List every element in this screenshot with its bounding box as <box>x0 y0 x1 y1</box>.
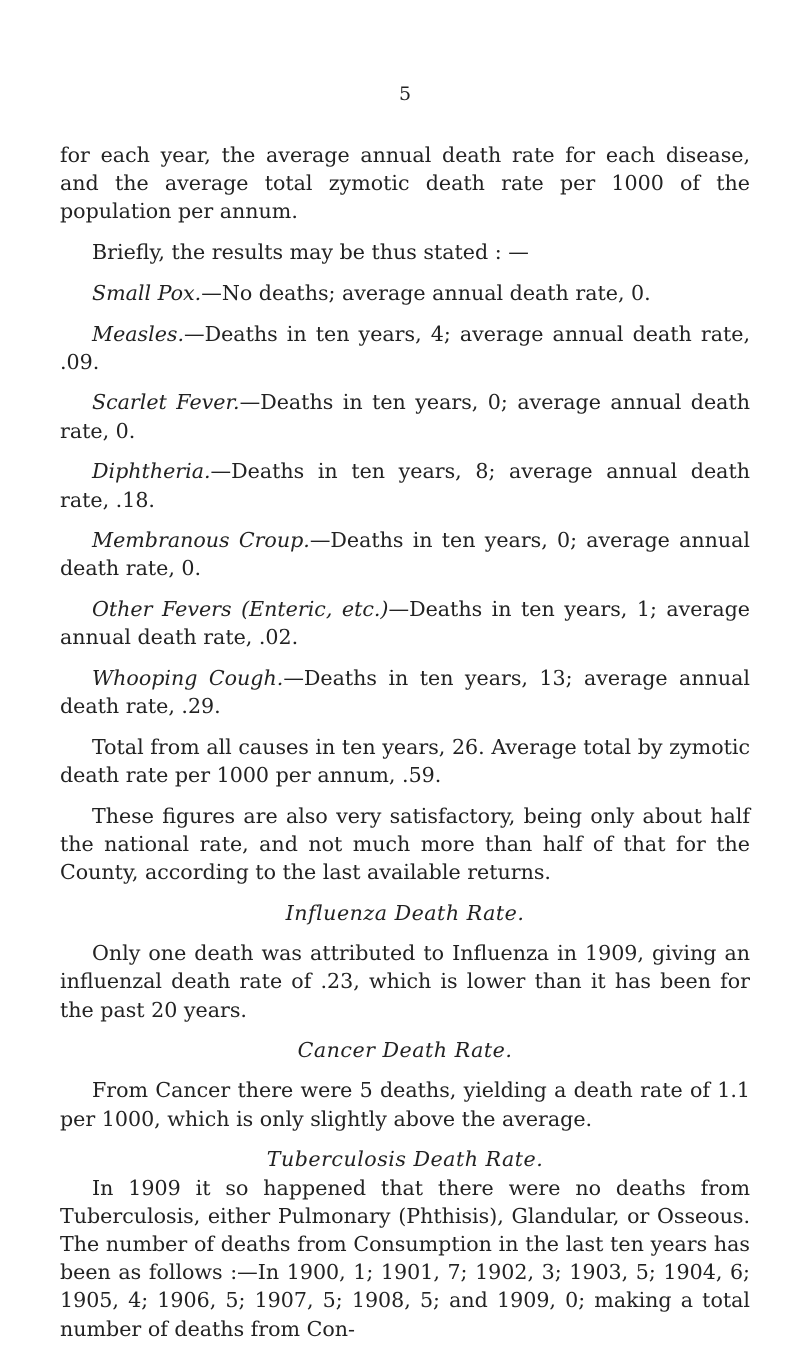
paragraph-total: Total from all causes in ten years, 26. Average total by zymotic death rate per 1000 per annum, .59. <box>60 734 750 788</box>
disease-entry-diphtheria <box>60 457 750 513</box>
disease-text: —No deaths; average annual death rate, 0. <box>201 280 651 305</box>
disease-text: —Deaths in ten years, 13; average annual death rate, .29. <box>60 666 750 719</box>
paragraph-influenza: Only one death was attributed to Influenza in 1909, giving an influenzal death rate of .23, which is lower than it has been for the past 20 years. <box>60 941 750 1022</box>
paragraph-intro-continuation: for each year, the average annual death rate for each disease, and the average total zymotic death rate per 1000 of the population per annum. <box>60 143 750 224</box>
disease-text: —Deaths in ten years, 4; average annual death rate, .09. <box>60 321 750 374</box>
page-number: 5 <box>398 83 412 105</box>
body-text <box>60 141 750 1355</box>
disease-name: Scarlet Fever. <box>92 390 240 415</box>
heading-cancer: Cancer Death Rate. <box>297 1038 513 1063</box>
disease-entry-small-pox <box>60 279 750 307</box>
heading-tuberculosis: Tuberculosis Death Rate. <box>266 1147 544 1172</box>
disease-text: —Deaths in ten years, 0; average annual death rate, 0. <box>60 390 750 443</box>
disease-text: —Deaths in ten years, 8; average annual death rate, .18. <box>60 459 750 512</box>
disease-entry-whooping-cough <box>60 664 750 720</box>
paragraph-satisfactory: These figures are also very satisfactory, being only about half the national rate, and not much more than half of that for the County, according to the last available returns. <box>60 803 750 885</box>
disease-entry-scarlet-fever <box>60 388 750 444</box>
disease-entry-measles <box>60 320 750 376</box>
disease-name: Small Pox. <box>92 280 202 305</box>
disease-text: —Deaths in ten years, 0; average annual death rate, 0. <box>60 528 750 581</box>
heading-influenza: Influenza Death Rate. <box>285 900 525 925</box>
disease-entry-membranous-croup <box>60 526 750 582</box>
paragraph-summary-lead: Briefly, the results may be thus stated : — <box>92 240 529 265</box>
disease-entry-other-fevers <box>60 595 750 651</box>
disease-name: Diphtheria. <box>92 459 211 484</box>
disease-name: Other Fevers (Enteric, etc.) <box>92 597 389 622</box>
paragraph-cancer: From Cancer there were 5 deaths, yielding a death rate of 1.1 per 1000, which is only slightly above the average. <box>60 1078 750 1131</box>
disease-text: —Deaths in ten years, 1; average annual death rate, .02. <box>60 597 750 650</box>
disease-name: Measles. <box>92 321 185 346</box>
disease-name: Membranous Croup. <box>92 528 310 553</box>
paragraph-tuberculosis: In 1909 it so happened that there were no deaths from Tuberculosis, either Pulmonary (Phthisis), Glandular, or Osseous. The number of deaths from Consumption in the last ten years has been as follows :—In 1900, 1; 1901, 7; 1902, 3; 1903, 5; 1904, 6; 1905, 4; 1906, 5; 1907, 5; 1908, 5; and 1909, 0; making a total number of deaths from Con- <box>60 1175 750 1341</box>
disease-name: Whooping Cough. <box>92 666 284 691</box>
